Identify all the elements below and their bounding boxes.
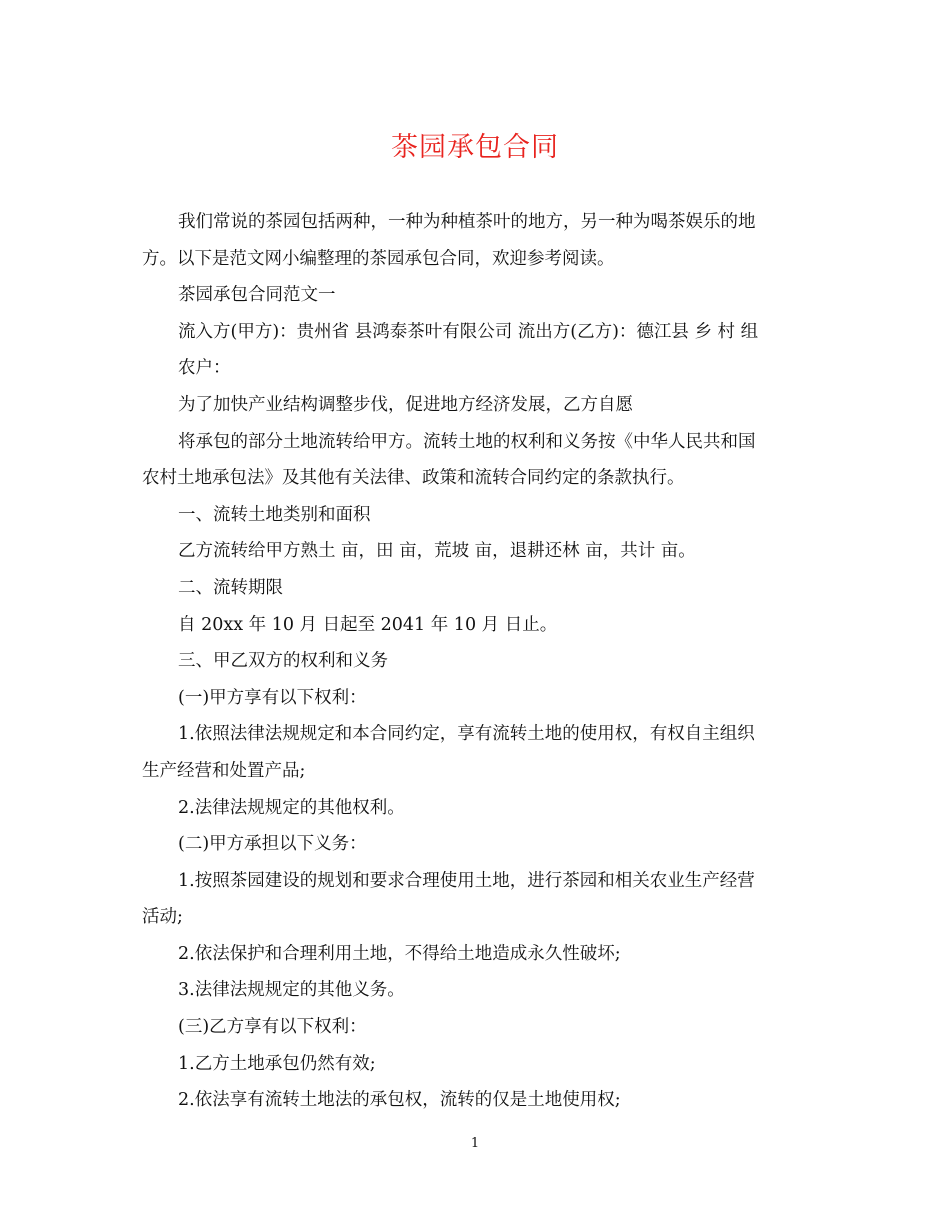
document-line: (一)甲方享有以下权利： [178,687,367,708]
document-title: 茶园承包合同 [391,132,559,163]
document-line: 为了加快产业结构调整步伐，促进地方经济发展，乙方自愿 [178,394,633,415]
document-line: 活动; [142,907,183,928]
document-line: 农户： [178,358,231,379]
document-line: 农村土地承包法》及其他有关法律、政策和流转合同约定的条款执行。 [142,468,685,489]
document-line: (三)乙方享有以下权利： [178,1017,367,1038]
document-line: 2.依法享有流转土地法的承包权，流转的仅是土地使用权; [178,1090,621,1111]
document-line: 自 20xx 年 10 月 日起至 2041 年 10 月 日止。 [178,614,558,635]
document-line: 1.依照法律法规规定和本合同约定，享有流转土地的使用权，有权自主组织 [178,724,755,745]
document-line: 生产经营和处置产品; [142,760,306,781]
document-line: 1.按照茶园建设的规划和要求合理使用土地，进行茶园和相关农业生产经营 [178,870,755,891]
document-line: 2.依法保护和合理利用土地，不得给土地造成永久性破坏; [178,943,621,964]
document-body [142,204,808,1119]
document-line: 一、流转土地类别和面积 [178,504,371,525]
document-line: 二、流转期限 [178,577,283,598]
document-line: 1.乙方土地承包仍然有效; [178,1053,376,1074]
document-line: (二)甲方承担以下义务： [178,834,367,855]
document-line: 将承包的部分土地流转给甲方。流转土地的权利和义务按《中华人民共和国 [178,431,756,452]
document-line: 3.法律法规规定的其他义务。 [178,980,405,1001]
document-line: 2.法律法规规定的其他权利。 [178,797,405,818]
document-line: 方。以下是范文网小编整理的茶园承包合同，欢迎参考阅读。 [142,248,615,269]
document-line: 乙方流转给甲方熟土 亩，田 亩，荒坡 亩，退耕还林 亩，共计 亩。 [178,541,696,562]
document-line: 三、甲乙双方的权利和义务 [178,651,388,672]
document-line: 茶园承包合同范文一 [178,285,336,306]
document-line: 我们常说的茶园包括两种，一种为种植茶叶的地方，另一种为喝茶娱乐的地 [178,212,756,232]
page-number: 1 [470,1136,480,1151]
document-line: 流入方(甲方)：贵州省 县鸿泰茶叶有限公司 流出方(乙方)：德江县 乡 村 组 [178,321,759,342]
